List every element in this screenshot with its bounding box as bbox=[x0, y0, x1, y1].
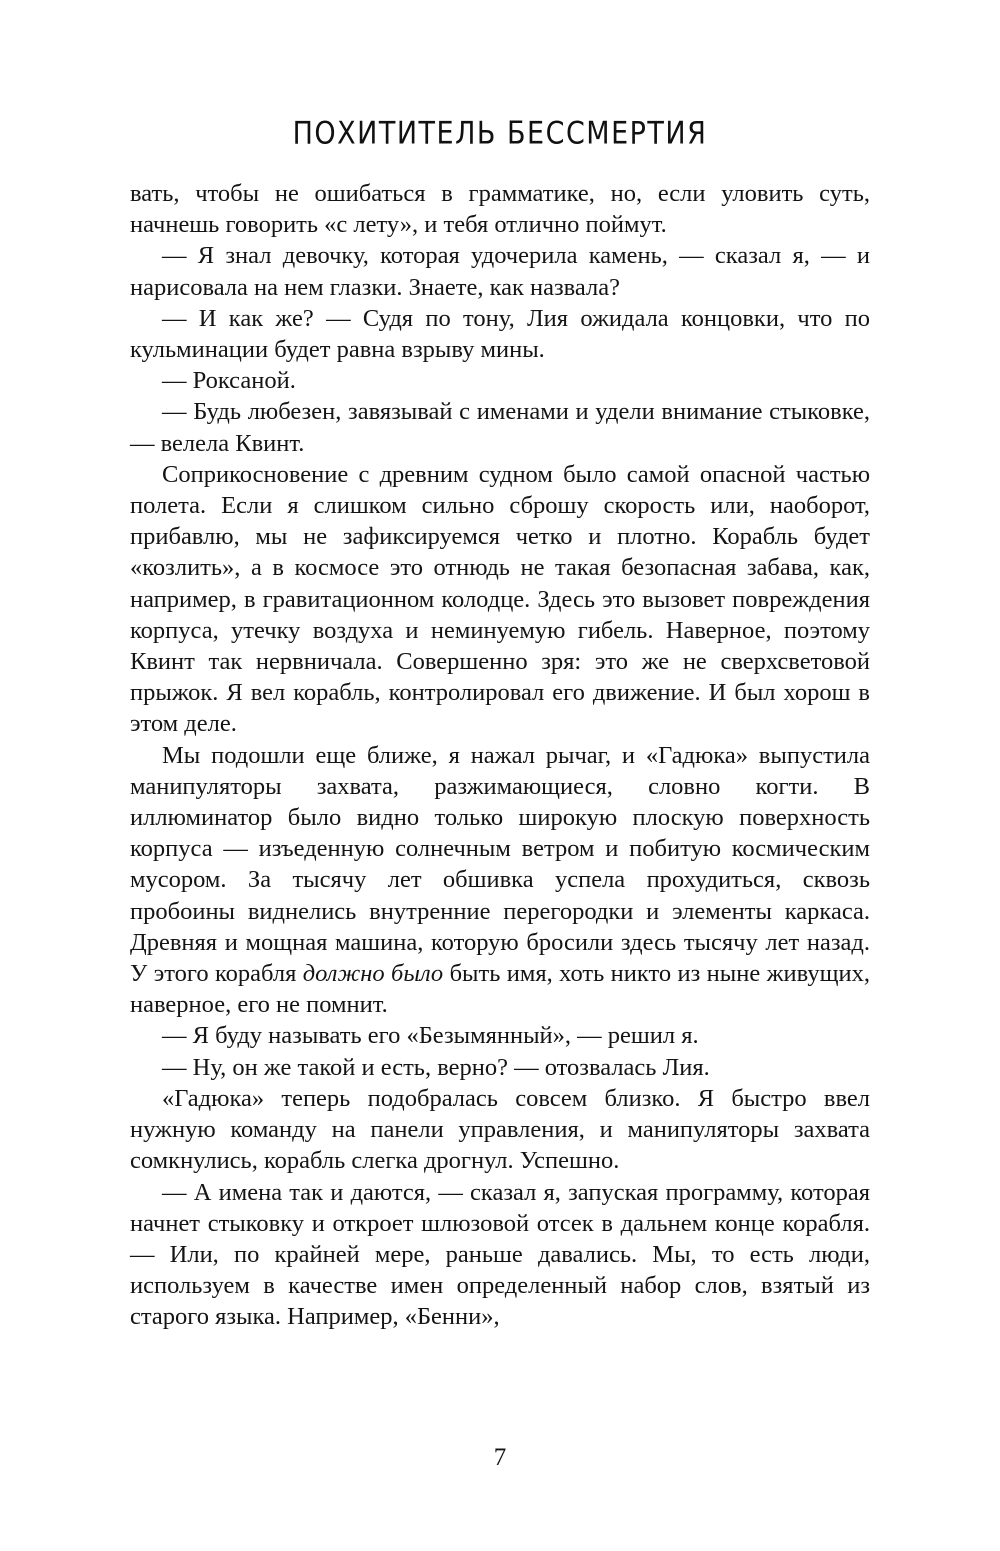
paragraph-approach bbox=[130, 740, 870, 1021]
body-text bbox=[130, 178, 870, 1333]
paragraph-approach-text-2: быть имя, хоть никто из ныне живущих, наверное, его не помнит. bbox=[130, 960, 870, 1019]
paragraph-approach-text-1: Мы подошли еще ближе, я нажал рычаг, и «Гадюка» выпустила манипуляторы захвата, разжимающиеся, словно когти. В иллюминатор было видно только широкую плоскую поверхность корпуса — изъеденную солнечным ветром и побитую космическим мусором. За тысячу лет обшивка успела прохудиться, сквозь пробоины виднелись внутренние перегородки и элементы каркаса. Древняя и мощная машина, которую бросили здесь тысячу лет назад. У этого корабля bbox=[130, 741, 870, 988]
paragraph-docking: Соприкосновение с древним судном было самой опасной частью полета. Если я слишком сильно сброшу скорость или, наоборот, прибавлю, мы не зафиксируемся четко и плотно. Корабль будет «козлить», а в космосе это отнюдь не такая безопасная забава, как, например, в гравитационном колодце. Здесь это вызовет повреждения корпуса, утечку воздуха и неминуемую гибель. Наверное, поэтому Квинт так нервничала. Совершенно зря: это же не сверхсветовой прыжок. Я вел корабль, контролировал его движение. И был хорош в этом деле. bbox=[130, 460, 870, 738]
paragraph-dialogue-4: — Будь любезен, завязывай с именами и удели внимание стыковке, — велела Квинт. bbox=[130, 398, 870, 457]
paragraph-dialogue-2: — И как же? — Судя по тону, Лия ожидала концовки, что по кульминации будет равна взрыву мины. bbox=[130, 304, 870, 364]
paragraph-names: — А имена так и даются, — сказал я, запуская программу, которая начнет стыковку и откроет шлюзовой отсек в дальнем конце корабля. — Или, по крайней мере, раньше давались. Мы, то есть люди, используем в качестве имен определенный набор слов, взятый из старого языка. Например, «Бенни», bbox=[130, 1178, 870, 1331]
paragraph-dialogue-6: — Ну, он же такой и есть, верно? — отозвалась Лия. bbox=[162, 1053, 710, 1081]
paragraph-dialogue-1: — Я знал девочку, которая удочерила камень, — сказал я, — и нарисовала на нем глазки. Знаете, как назвала? bbox=[130, 242, 870, 301]
paragraph-dialogue-5: — Я буду называть его «Безымянный», — решил я. bbox=[162, 1022, 699, 1050]
page-number: 7 bbox=[493, 1444, 507, 1471]
paragraph-continued: вать, чтобы не ошибаться в грамматике, но, если уловить суть, начнешь говорить «с лету», и тебя отлично поймут. bbox=[130, 180, 870, 239]
running-head: ПОХИТИТЕЛЬ БЕССМЕРТИЯ bbox=[292, 115, 708, 152]
italic-emphasis: должно было bbox=[302, 960, 444, 988]
paragraph-dialogue-3: — Роксаной. bbox=[162, 367, 296, 395]
paragraph-grab: «Гадюка» теперь подобралась совсем близко. Я быстро ввел нужную команду на панели управления, и манипуляторы захвата сомкнулись, корабль слегка дрогнул. Успешно. bbox=[130, 1084, 870, 1175]
